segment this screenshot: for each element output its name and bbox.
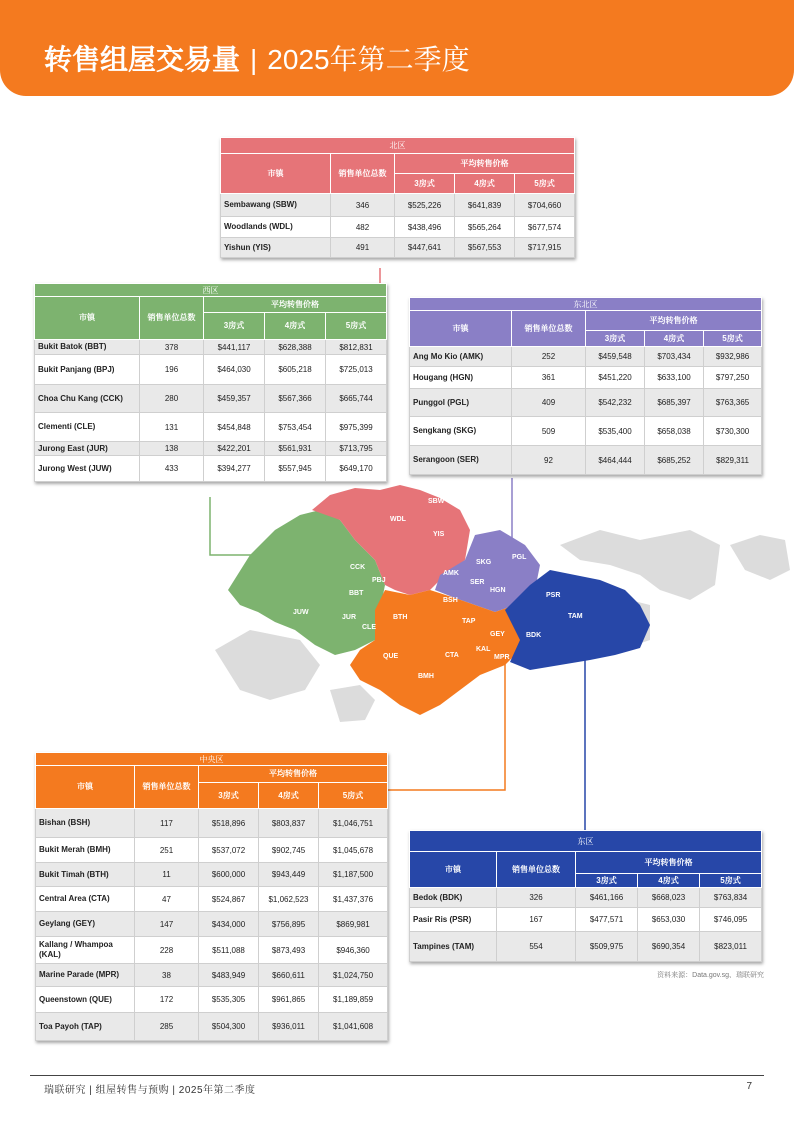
title-separator: | [250, 44, 258, 75]
price-5room-cell: $746,095 [700, 908, 762, 932]
table-row [221, 217, 575, 238]
map-label-kal: KAL [476, 646, 491, 653]
west-rows [35, 340, 387, 482]
table-row [36, 887, 388, 912]
region-title: 西区 [35, 284, 387, 297]
table-row [36, 964, 388, 987]
price-3room-cell: $434,000 [199, 912, 259, 937]
table-row [35, 340, 387, 355]
map-label-bsh: BSH [443, 597, 458, 604]
price-3room-cell: $542,232 [586, 389, 645, 417]
price-5room-cell: $1,187,500 [319, 863, 388, 887]
price-5room-cell: $823,011 [700, 932, 762, 962]
price-4room-cell: $633,100 [645, 367, 704, 389]
units-cell: 326 [497, 888, 576, 908]
col-town: 市镇 [410, 852, 497, 888]
col-3room: 3房式 [395, 174, 455, 194]
price-5room-cell: $1,046,751 [319, 809, 388, 838]
col-4room: 4房式 [638, 874, 700, 888]
page-number: 7 [746, 1081, 752, 1092]
north-rows [221, 194, 575, 258]
price-3room-cell: $451,220 [586, 367, 645, 389]
price-3room-cell: $461,166 [576, 888, 638, 908]
col-5room: 5房式 [700, 874, 762, 888]
price-3room-cell: $504,300 [199, 1013, 259, 1041]
price-3room-cell: $509,975 [576, 932, 638, 962]
sentosa [330, 685, 375, 722]
table-row [35, 442, 387, 456]
price-3room-cell: $459,357 [204, 385, 265, 413]
price-5room-cell: $704,660 [515, 194, 575, 217]
col-5room: 5房式 [515, 174, 575, 194]
town-cell: Queenstown (QUE) [36, 987, 135, 1013]
town-cell: Serangoon (SER) [410, 446, 512, 475]
town-cell: Bukit Merah (BMH) [36, 838, 135, 863]
town-cell: Tampines (TAM) [410, 932, 497, 962]
town-cell: Bukit Panjang (BPJ) [35, 355, 140, 385]
map-label-wdl: WDL [390, 516, 406, 523]
map-label-cle: CLE [362, 624, 376, 631]
col-town: 市镇 [410, 311, 512, 347]
col-3room: 3房式 [199, 783, 259, 809]
east-rows [410, 888, 762, 962]
units-cell: 285 [135, 1013, 199, 1041]
town-cell: Geylang (GEY) [36, 912, 135, 937]
table-row [410, 446, 762, 475]
map-label-bth: BTH [393, 614, 408, 621]
price-5room-cell: $725,013 [326, 355, 387, 385]
col-3room: 3房式 [586, 331, 645, 347]
map-label-sbw: SBW [428, 498, 445, 505]
price-4room-cell: $561,931 [265, 442, 326, 456]
price-4room-cell: $685,397 [645, 389, 704, 417]
map-label-que: QUE [383, 653, 399, 660]
price-5room-cell: $649,170 [326, 456, 387, 482]
units-cell: 138 [140, 442, 204, 456]
col-avg-price: 平均转售价格 [586, 311, 762, 331]
map-label-psr: PSR [546, 592, 561, 599]
table-row [36, 1013, 388, 1041]
price-3room-cell: $454,848 [204, 413, 265, 442]
col-5room: 5房式 [704, 331, 762, 347]
west-region-table [34, 283, 387, 482]
col-4room: 4房式 [645, 331, 704, 347]
price-5room-cell: $869,981 [319, 912, 388, 937]
price-3room-cell: $477,571 [576, 908, 638, 932]
price-5room-cell: $717,915 [515, 238, 575, 258]
map-label-bmh: BMH [418, 673, 434, 680]
price-4room-cell: $756,895 [259, 912, 319, 937]
town-cell: Bukit Timah (BTH) [36, 863, 135, 887]
units-cell: 172 [135, 987, 199, 1013]
map-label-tap: TAP [462, 618, 476, 625]
town-cell: Woodlands (WDL) [221, 217, 331, 238]
northeast-rows [410, 347, 762, 475]
price-4room-cell: $803,837 [259, 809, 319, 838]
price-5room-cell: $975,399 [326, 413, 387, 442]
table-row [36, 863, 388, 887]
map-label-bdk: BDK [526, 632, 542, 639]
units-cell: 433 [140, 456, 204, 482]
map-label-ser: SER [470, 579, 485, 586]
price-5room-cell: $1,437,376 [319, 887, 388, 912]
price-4room-cell: $902,745 [259, 838, 319, 863]
units-cell: 131 [140, 413, 204, 442]
price-4room-cell: $567,366 [265, 385, 326, 413]
map-label-cta: CTA [445, 652, 459, 659]
price-5room-cell: $1,189,859 [319, 987, 388, 1013]
price-5room-cell: $1,024,750 [319, 964, 388, 987]
town-cell: Bukit Batok (BBT) [35, 340, 140, 355]
town-cell: Kallang / Whampoa (KAL) [36, 937, 135, 964]
table-row [35, 456, 387, 482]
units-cell: 147 [135, 912, 199, 937]
price-4room-cell: $660,611 [259, 964, 319, 987]
jurong-island [215, 630, 320, 700]
units-cell: 47 [135, 887, 199, 912]
units-cell: 346 [331, 194, 395, 217]
pulau-tekong [730, 535, 790, 580]
town-cell: Sembawang (SBW) [221, 194, 331, 217]
town-cell: Choa Chu Kang (CCK) [35, 385, 140, 413]
units-cell: 554 [497, 932, 576, 962]
price-3room-cell: $518,896 [199, 809, 259, 838]
town-cell: Clementi (CLE) [35, 413, 140, 442]
table-row [410, 367, 762, 389]
price-5room-cell: $946,360 [319, 937, 388, 964]
price-4room-cell: $658,038 [645, 417, 704, 446]
town-cell: Toa Payoh (TAP) [36, 1013, 135, 1041]
central-rows [36, 809, 388, 1041]
price-5room-cell: $713,795 [326, 442, 387, 456]
units-cell: 280 [140, 385, 204, 413]
table-row [35, 385, 387, 413]
table-row [36, 838, 388, 863]
col-5room: 5房式 [326, 313, 387, 340]
table-row [410, 932, 762, 962]
price-4room-cell: $605,218 [265, 355, 326, 385]
col-town: 市镇 [221, 154, 331, 194]
price-3room-cell: $600,000 [199, 863, 259, 887]
col-avg-price: 平均转售价格 [199, 766, 388, 783]
price-3room-cell: $394,277 [204, 456, 265, 482]
region-title: 东区 [410, 831, 762, 852]
price-3room-cell: $459,548 [586, 347, 645, 367]
units-cell: 361 [512, 367, 586, 389]
price-3room-cell: $483,949 [199, 964, 259, 987]
units-cell: 491 [331, 238, 395, 258]
town-cell: Bedok (BDK) [410, 888, 497, 908]
units-cell: 251 [135, 838, 199, 863]
table-row [410, 888, 762, 908]
map-label-pbj: PBJ [372, 577, 386, 584]
footer-text: 瑞联研究 | 组屋转售与预购 | 2025年第二季度 [44, 1085, 256, 1096]
northeast-region-table [409, 297, 762, 475]
town-cell: Pasir Ris (PSR) [410, 908, 497, 932]
town-cell: Central Area (CTA) [36, 887, 135, 912]
col-4room: 4房式 [455, 174, 515, 194]
table-row [36, 809, 388, 838]
east-region-table [409, 830, 762, 962]
table-row [221, 238, 575, 258]
price-5room-cell: $829,311 [704, 446, 762, 475]
col-units: 销售单位总数 [135, 766, 199, 809]
price-3room-cell: $535,305 [199, 987, 259, 1013]
col-4room: 4房式 [265, 313, 326, 340]
town-cell: Sengkang (SKG) [410, 417, 512, 446]
col-units: 销售单位总数 [497, 852, 576, 888]
region-title: 东北区 [410, 298, 762, 311]
central-region-table [35, 752, 388, 1041]
col-avg-price: 平均转售价格 [576, 852, 762, 874]
price-3room-cell: $535,400 [586, 417, 645, 446]
map-label-juw: JUW [293, 609, 309, 616]
price-5room-cell: $730,300 [704, 417, 762, 446]
price-4room-cell: $703,434 [645, 347, 704, 367]
col-units: 销售单位总数 [331, 154, 395, 194]
price-4room-cell: $690,354 [638, 932, 700, 962]
units-cell: 196 [140, 355, 204, 385]
price-3room-cell: $438,496 [395, 217, 455, 238]
table-row [35, 413, 387, 442]
units-cell: 11 [135, 863, 199, 887]
price-5room-cell: $932,986 [704, 347, 762, 367]
town-cell: Jurong East (JUR) [35, 442, 140, 456]
price-4room-cell: $557,945 [265, 456, 326, 482]
price-5room-cell: $812,831 [326, 340, 387, 355]
town-cell: Jurong West (JUW) [35, 456, 140, 482]
price-5room-cell: $665,744 [326, 385, 387, 413]
price-3room-cell: $422,201 [204, 442, 265, 456]
map-label-hgn: HGN [490, 587, 506, 594]
col-3room: 3房式 [204, 313, 265, 340]
table-row [410, 908, 762, 932]
table-row [410, 417, 762, 446]
map-label-bbt: BBT [349, 590, 364, 597]
table-row [36, 912, 388, 937]
price-5room-cell: $677,574 [515, 217, 575, 238]
source-note: 资料来源：Data.gov.sg、瑞联研究 [657, 972, 764, 979]
price-4room-cell: $685,252 [645, 446, 704, 475]
units-cell: 92 [512, 446, 586, 475]
price-3room-cell: $447,641 [395, 238, 455, 258]
price-4room-cell: $1,062,523 [259, 887, 319, 912]
map-label-mpr: MPR [494, 654, 510, 661]
title-sub: 2025年第二季度 [267, 44, 470, 75]
map-label-pgl: PGL [512, 554, 527, 561]
title-main: 转售组屋交易量 [44, 44, 241, 75]
col-4room: 4房式 [259, 783, 319, 809]
price-3room-cell: $537,072 [199, 838, 259, 863]
map-label-tam: TAM [568, 613, 583, 620]
col-3room: 3房式 [576, 874, 638, 888]
region-title: 北区 [221, 138, 575, 154]
price-4room-cell: $753,454 [265, 413, 326, 442]
map-label-yis: YIS [433, 531, 445, 538]
table-row [35, 355, 387, 385]
price-5room-cell: $797,250 [704, 367, 762, 389]
town-cell: Ang Mo Kio (AMK) [410, 347, 512, 367]
town-cell: Yishun (YIS) [221, 238, 331, 258]
town-cell: Bishan (BSH) [36, 809, 135, 838]
price-3room-cell: $524,867 [199, 887, 259, 912]
price-5room-cell: $1,041,608 [319, 1013, 388, 1041]
col-units: 销售单位总数 [512, 311, 586, 347]
north-region-table [220, 137, 575, 258]
map-label-cck: CCK [350, 564, 366, 571]
price-3room-cell: $464,444 [586, 446, 645, 475]
price-4room-cell: $653,030 [638, 908, 700, 932]
town-cell: Punggol (PGL) [410, 389, 512, 417]
col-avg-price: 平均转售价格 [395, 154, 575, 174]
footer-divider [30, 1075, 764, 1076]
price-4room-cell: $943,449 [259, 863, 319, 887]
price-4room-cell: $961,865 [259, 987, 319, 1013]
col-5room: 5房式 [319, 783, 388, 809]
units-cell: 482 [331, 217, 395, 238]
price-4room-cell: $567,553 [455, 238, 515, 258]
units-cell: 409 [512, 389, 586, 417]
map-label-jur: JUR [342, 614, 357, 621]
price-4room-cell: $628,388 [265, 340, 326, 355]
price-5room-cell: $1,045,678 [319, 838, 388, 863]
units-cell: 228 [135, 937, 199, 964]
units-cell: 38 [135, 964, 199, 987]
units-cell: 378 [140, 340, 204, 355]
table-row [36, 937, 388, 964]
price-3room-cell: $441,117 [204, 340, 265, 355]
units-cell: 117 [135, 809, 199, 838]
col-town: 市镇 [36, 766, 135, 809]
price-4room-cell: $873,493 [259, 937, 319, 964]
table-row [221, 194, 575, 217]
col-avg-price: 平均转售价格 [204, 297, 387, 313]
map-label-skg: SKG [476, 559, 492, 566]
col-units: 销售单位总数 [140, 297, 204, 340]
town-cell: Marine Parade (MPR) [36, 964, 135, 987]
town-cell: Hougang (HGN) [410, 367, 512, 389]
table-row [410, 389, 762, 417]
price-5room-cell: $763,834 [700, 888, 762, 908]
price-3room-cell: $511,088 [199, 937, 259, 964]
map-label-amk: AMK [443, 570, 459, 577]
price-4room-cell: $668,023 [638, 888, 700, 908]
region-title: 中央区 [36, 753, 388, 766]
price-3room-cell: $464,030 [204, 355, 265, 385]
units-cell: 509 [512, 417, 586, 446]
price-4room-cell: $641,839 [455, 194, 515, 217]
table-row [36, 987, 388, 1013]
price-3room-cell: $525,226 [395, 194, 455, 217]
price-4room-cell: $936,011 [259, 1013, 319, 1041]
price-4room-cell: $565,264 [455, 217, 515, 238]
table-row [410, 347, 762, 367]
price-5room-cell: $763,365 [704, 389, 762, 417]
units-cell: 252 [512, 347, 586, 367]
units-cell: 167 [497, 908, 576, 932]
map-label-gey: GEY [490, 631, 505, 638]
col-town: 市镇 [35, 297, 140, 340]
